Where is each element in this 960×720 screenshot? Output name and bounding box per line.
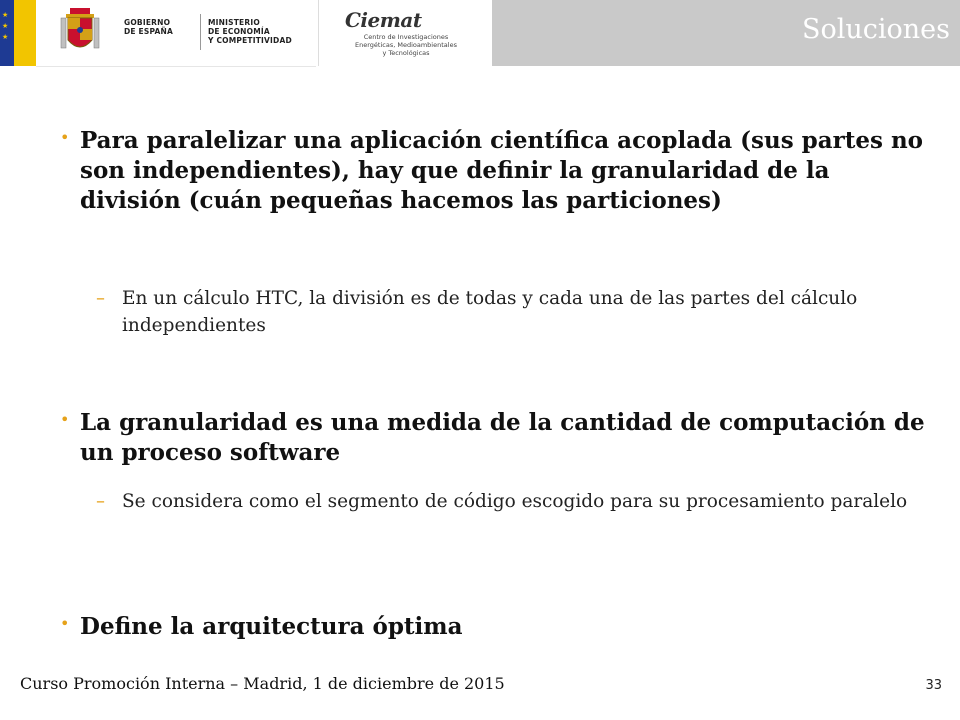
- footer-text: Curso Promoción Interna – Madrid, 1 de diciembre de 2015: [20, 674, 505, 693]
- ciemat-logo: Ciemat: [345, 8, 422, 32]
- dash-icon: –: [96, 288, 105, 309]
- bullet-item-3: Define la arquitectura óptima: [80, 613, 463, 640]
- eu-stars-icon: ★ ★ ★: [2, 11, 9, 41]
- sub-item-2-1: Se considera como el segmento de código escogido para su procesamiento paralelo: [122, 491, 908, 512]
- dash-icon: –: [96, 491, 105, 512]
- gov-name-text: GOBIERNO DE ESPAÑA: [124, 18, 173, 36]
- section-title: Soluciones: [801, 14, 950, 45]
- bullet-icon: •: [60, 614, 70, 633]
- bullet-item-2: La granularidad es una medida de la cantidad de computación de un proceso software: [80, 409, 925, 466]
- bullet-icon: •: [60, 128, 70, 147]
- ministry-name-text: MINISTERIO DE ECONOMÍA Y COMPETITIVIDAD: [208, 18, 292, 45]
- bullet-icon: •: [60, 410, 70, 429]
- page-number: 33: [925, 678, 942, 693]
- bullet-item-1: Para paralelizar una aplicación científica acoplada (sus partes no son independientes), hay que definir la granularidad de la división (cuán pequeñas hacemos las particiones): [80, 127, 924, 214]
- sub-item-1-1: En un cálculo HTC, la división es de todas y cada una de las partes del cálculo independientes: [122, 288, 858, 336]
- ciemat-subtitle: Centro de Investigaciones Energéticas, Medioambientales y Tecnológicas: [355, 33, 457, 57]
